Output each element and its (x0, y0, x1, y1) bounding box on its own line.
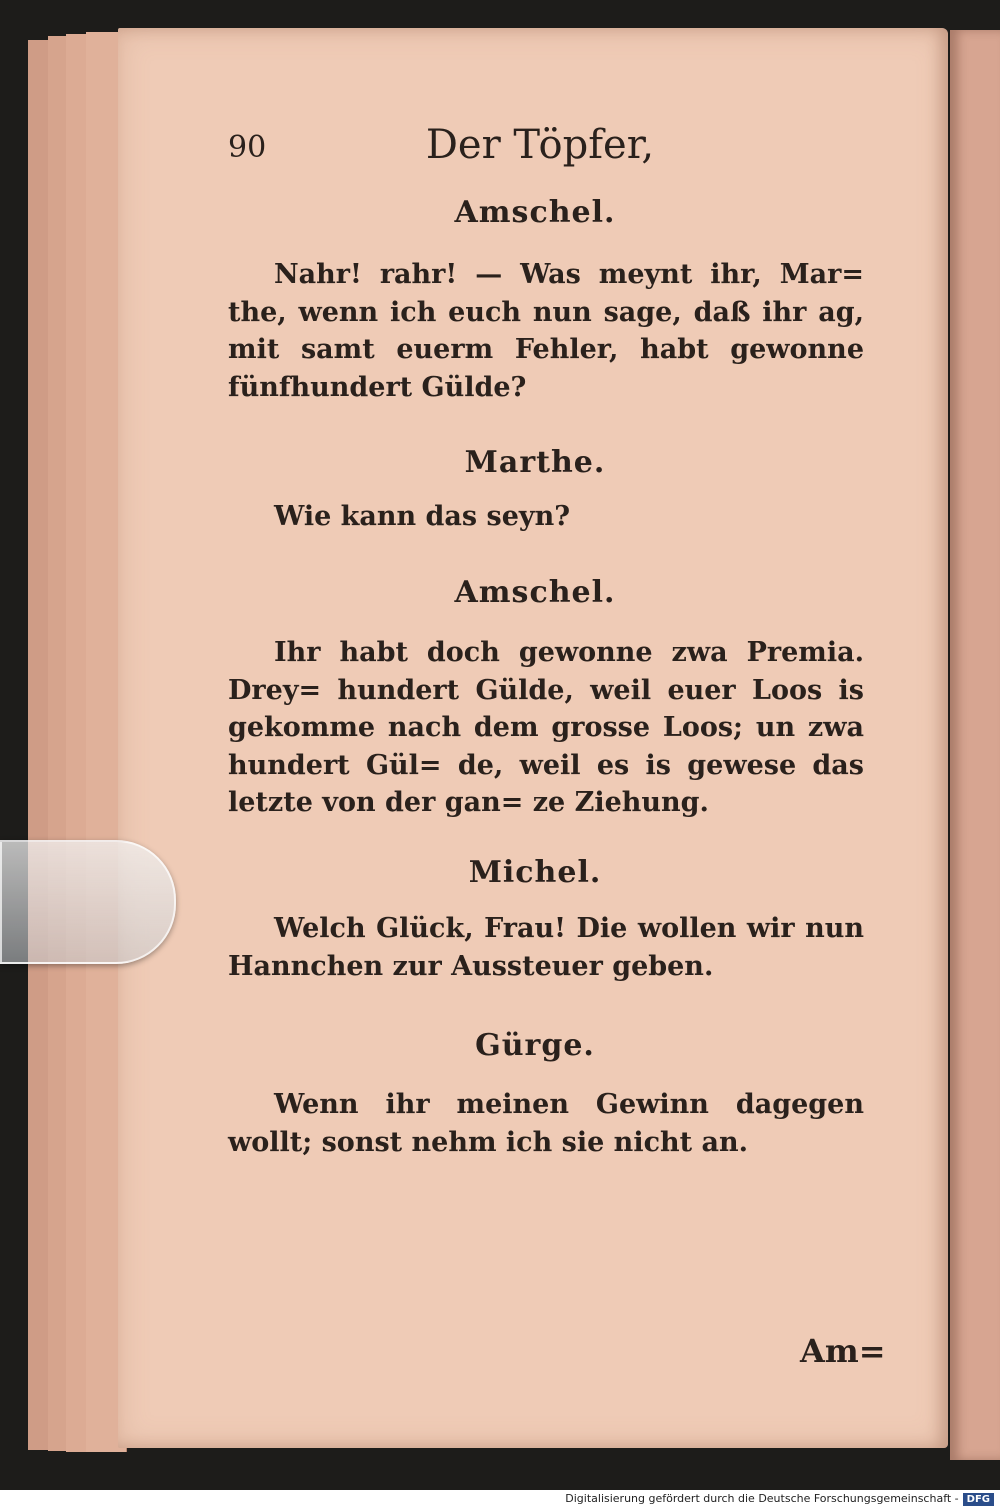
page-number: 90 (228, 130, 267, 165)
speaker-name: Amschel. (454, 575, 616, 610)
dialogue-text: Welch Glück, Frau! Die wollen wir nun Hannchen zur Aussteuer geben. (228, 913, 864, 982)
dfg-logo: DFG (963, 1493, 994, 1506)
dialogue-text: Ihr habt doch gewonne zwa Premia. Drey= hundert Gülde, weil euer Loos is gekomme nach dem grosse Loos; un zwa hundert Gül= de, weil es is gewese das letzte von der gan= ze Ziehung. (228, 637, 864, 818)
facing-page-edge (950, 30, 1000, 1460)
funding-credit: Digitalisierung gefördert durch die Deutsche Forschungsgemeinschaft - (565, 1492, 959, 1505)
speaker-name: Michel. (468, 855, 602, 890)
page-clip (0, 840, 176, 964)
speaker-name: Gürge. (475, 1028, 595, 1063)
running-header: Der Töpfer, (425, 122, 655, 168)
dialogue-text: Wenn ihr meinen Gewinn dagegen wollt; sonst nehm ich sie nicht an. (228, 1089, 864, 1158)
footer-bar (0, 1490, 1000, 1507)
speaker-name: Amschel. (454, 195, 616, 230)
catchword: Am= (800, 1332, 886, 1370)
speaker-name: Marthe. (464, 445, 606, 480)
dialogue-text: Wie kann das seyn? (274, 501, 571, 532)
dialogue-text: Nahr! rahr! — Was meynt ihr, Mar= the, wenn ich euch nun sage, daß ihr ag, mit samt euerm Fehler, habt gewonne fünfhundert Gülde? (228, 259, 864, 403)
